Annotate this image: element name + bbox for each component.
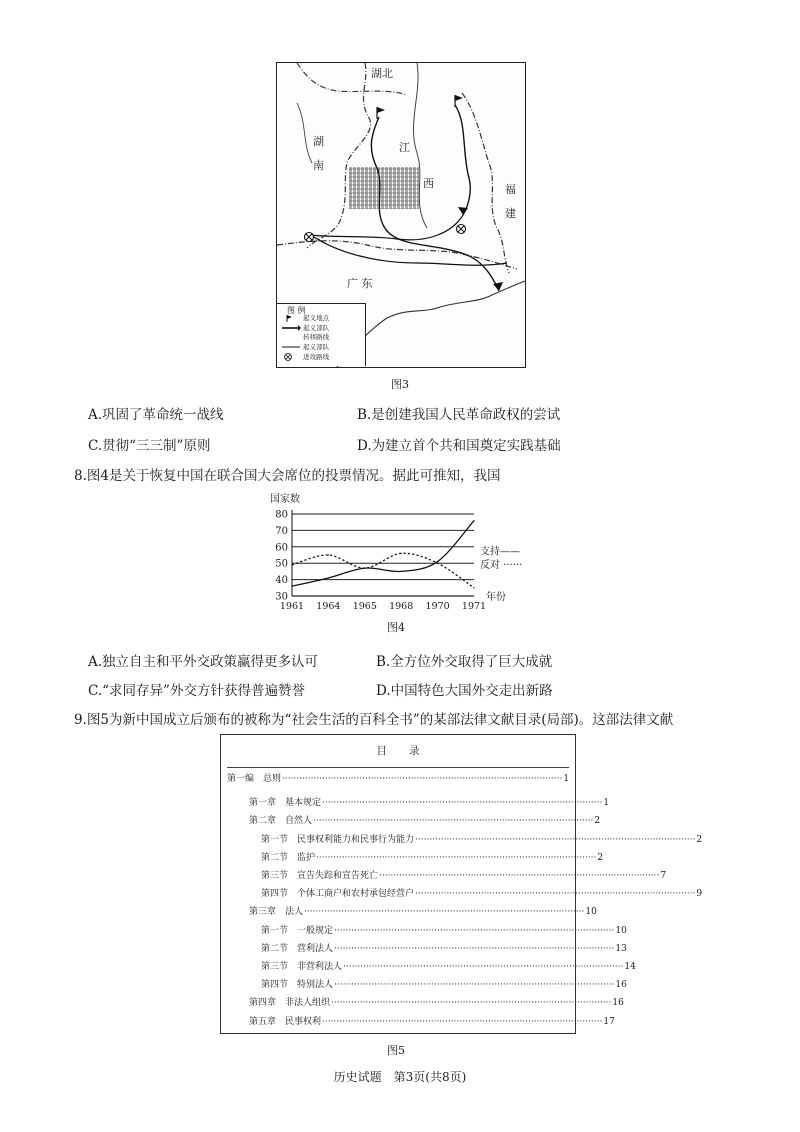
- map-figure-3: [276, 62, 526, 368]
- label-hubei: 湖北: [371, 67, 393, 80]
- page-footer: 历史试题 第3页(共8页): [333, 1070, 467, 1084]
- legend-item-label: 起义部队: [303, 324, 330, 332]
- legend-oppose: 反对 ······: [480, 559, 523, 571]
- line-icon: [281, 343, 301, 351]
- legend-item-label: 起义部队: [303, 343, 330, 351]
- legend-item-uprising-site: [281, 314, 329, 323]
- toc-row-label: 第二章 自然人: [249, 816, 313, 827]
- toc-row-label: 第三章 法人: [249, 907, 304, 918]
- figure-3-caption: 图3: [391, 378, 409, 391]
- x-tick-label: 1965: [352, 601, 377, 612]
- toc-row: [249, 797, 610, 809]
- label-fujian-2: 建: [505, 207, 516, 220]
- legend-item-label: 起义地点: [303, 314, 330, 322]
- q7-option-d: D.为建立首个共和国奠定实践基础: [357, 438, 561, 454]
- toc-row: [249, 997, 624, 1009]
- toc-row-page: 10: [615, 925, 627, 936]
- q8-option-a: A.独立自主和平外交政策赢得更多认可: [88, 654, 319, 670]
- series-oppose-line: [292, 553, 474, 588]
- toc-row-label: 第三节 宣告失踪和宣告死亡: [261, 871, 379, 881]
- label-hunan-2: 南: [313, 159, 324, 172]
- toc-row-page: 16: [615, 980, 627, 991]
- toc-row-label: 第四节 个体工商户和农村承包经营户: [261, 889, 415, 900]
- legend-item-attack-route: [281, 353, 329, 362]
- toc-leader-dots: ··································································································: [415, 834, 696, 845]
- oppose-point: [364, 568, 365, 569]
- toc-row-label: 第一编 总则: [227, 774, 282, 784]
- toc-leader-dots: ··································································································: [334, 943, 615, 954]
- x-tick-label: 1968: [389, 601, 414, 612]
- support-point: [328, 577, 329, 578]
- flag-icon: [281, 314, 301, 322]
- support-point: [401, 571, 402, 572]
- toc-leader-dots: ··································································································: [304, 907, 585, 918]
- toc-row-label: 第一章 基本规定: [249, 798, 322, 809]
- toc-row-label: 第四章 非法人组织: [249, 998, 331, 1009]
- label-guangdong: 广 东: [347, 277, 373, 290]
- toc-row-page: 1: [563, 774, 570, 784]
- toc-row: [261, 925, 627, 937]
- support-point: [291, 586, 292, 587]
- toc-row: [227, 773, 570, 785]
- x-axis-label: 年份: [486, 592, 506, 603]
- toc-row: [261, 870, 667, 882]
- figure-5-caption: 图5: [387, 1044, 405, 1057]
- label-xi: 西: [423, 177, 434, 190]
- toc-leader-dots: ··································································································: [343, 962, 624, 972]
- legend-item-label: 转移路线: [303, 333, 330, 341]
- oppose-point: [328, 554, 329, 555]
- q8-option-c: C.“求同存异”外交方针获得普遍赞誉: [88, 683, 305, 699]
- legend-support: 支持——: [480, 546, 520, 558]
- legend-item-uprising-troops-2: [281, 343, 329, 352]
- toc-row-page: 7: [660, 871, 667, 881]
- toc-row-label: 第二节 监护: [261, 852, 316, 863]
- y-axis-label: 国家数: [270, 494, 300, 505]
- arrow-2: [493, 282, 503, 291]
- toc-leader-dots: ··································································································: [334, 925, 615, 936]
- q7-option-a: A.巩固了革命统一战线: [88, 407, 224, 423]
- toc-row: [261, 888, 703, 900]
- toc-leader-dots: ··································································································: [379, 871, 660, 881]
- border-jiangxi-fujian: [462, 93, 509, 273]
- toc-leader-dots: ··································································································: [282, 774, 563, 784]
- flag-marker-2: [455, 95, 463, 107]
- y-tick-label: 30: [275, 591, 288, 603]
- toc-row-page: 16: [612, 998, 624, 1009]
- oppose-point: [437, 563, 438, 564]
- x-tick-label: 1961: [279, 601, 305, 612]
- x-tick-label: 1964: [316, 601, 341, 612]
- toc-title: 目录: [376, 745, 442, 757]
- target-marker-1: [305, 233, 314, 242]
- x-tick-label: 1971: [461, 601, 487, 612]
- toc-row-page: 1: [603, 798, 610, 809]
- figure-4-caption: 图4: [387, 621, 405, 634]
- label-hunan-1: 湖: [313, 135, 324, 148]
- toc-row-page: 17: [603, 1016, 615, 1027]
- toc-leader-dots: ··································································································: [313, 816, 594, 827]
- oppose-point: [401, 553, 402, 554]
- toc-row: [261, 979, 627, 991]
- map-legend: [277, 303, 366, 366]
- y-tick-label: 50: [275, 558, 288, 570]
- arrow-1: [458, 207, 468, 215]
- toc-row: [261, 834, 703, 846]
- oppose-point: [291, 564, 292, 565]
- toc-row-label: 第四节 特别法人: [261, 980, 334, 991]
- toc-leader-dots: ··································································································: [334, 980, 615, 991]
- toc-row: [261, 943, 627, 955]
- toc-leader-dots: ··································································································: [316, 852, 597, 863]
- q7-option-c: C.贯彻“三三制”原则: [88, 438, 211, 454]
- y-tick-label: 70: [275, 525, 288, 537]
- y-tick-label: 80: [275, 509, 288, 521]
- circled-x-icon: [281, 353, 301, 361]
- route-3: [311, 215, 463, 240]
- toc-row-page: 13: [615, 943, 627, 954]
- label-jiang: 江: [399, 141, 410, 154]
- x-tick-label: 1970: [425, 601, 450, 612]
- y-tick-label: 60: [275, 542, 288, 554]
- toc-leader-dots: ··································································································: [322, 1016, 603, 1027]
- toc-row-label: 第五章 民事权利: [249, 1016, 322, 1027]
- support-point: [437, 561, 438, 562]
- y-tick-label: 40: [275, 575, 288, 587]
- toc-row: [249, 1016, 615, 1028]
- hatched-area: [349, 167, 419, 209]
- toc-row-label: 第一节 一般规定: [261, 925, 334, 936]
- legend-title: 图 例: [287, 306, 306, 315]
- toc-row: [261, 961, 636, 973]
- q7-option-b: B.是创建我国人民革命政权的尝试: [357, 407, 561, 423]
- toc-row-page: 2: [696, 834, 703, 845]
- toc-divider: [227, 767, 569, 768]
- toc-leader-dots: ··································································································: [322, 798, 603, 809]
- toc-leader-dots: ··································································································: [415, 889, 696, 900]
- label-fujian-1: 福: [505, 183, 516, 196]
- toc-row-page: 10: [585, 907, 597, 918]
- toc-row: [261, 852, 604, 864]
- support-point: [473, 520, 474, 521]
- target-marker-2: [457, 225, 466, 234]
- toc-row-label: 第三节 非营利法人: [261, 962, 343, 972]
- q8-option-b: B.全方位外交取得了巨大成就: [376, 654, 553, 670]
- toc-row: [249, 906, 597, 918]
- arrow-line-icon: [281, 324, 301, 332]
- route-2: [455, 105, 470, 215]
- q8-option-d: D.中国特色大国外交走出新路: [376, 683, 553, 699]
- q8-stem: 8.图4是关于恢复中国在联合国大会席位的投票情况。据此可推知，我国: [74, 468, 501, 484]
- toc-row-label: 第一节 民事权利能力和民事行为能力: [261, 834, 415, 845]
- legend-item-label: 进攻路线: [303, 353, 330, 361]
- figure-4-chart: [262, 488, 532, 628]
- oppose-point: [473, 587, 474, 588]
- river-2: [297, 103, 312, 163]
- legend-item-transfer-route: [281, 333, 329, 342]
- toc-row: [249, 815, 601, 827]
- toc-row-page: 14: [624, 962, 636, 972]
- toc-row-page: 9: [696, 889, 703, 900]
- toc-leader-dots: ··································································································: [331, 998, 612, 1009]
- toc-row-page: 2: [594, 816, 601, 827]
- q9-stem: 9.图5为新中国成立后颁布的被称为“社会生活的百科全书”的某部法律文献目录(局部)。这部法律文献: [74, 712, 674, 728]
- toc-row-page: 2: [597, 852, 604, 863]
- legend-item-uprising-troops: [281, 324, 329, 333]
- figure-5-table-of-contents: [220, 734, 703, 1034]
- toc-row-label: 第二节 营利法人: [261, 943, 334, 954]
